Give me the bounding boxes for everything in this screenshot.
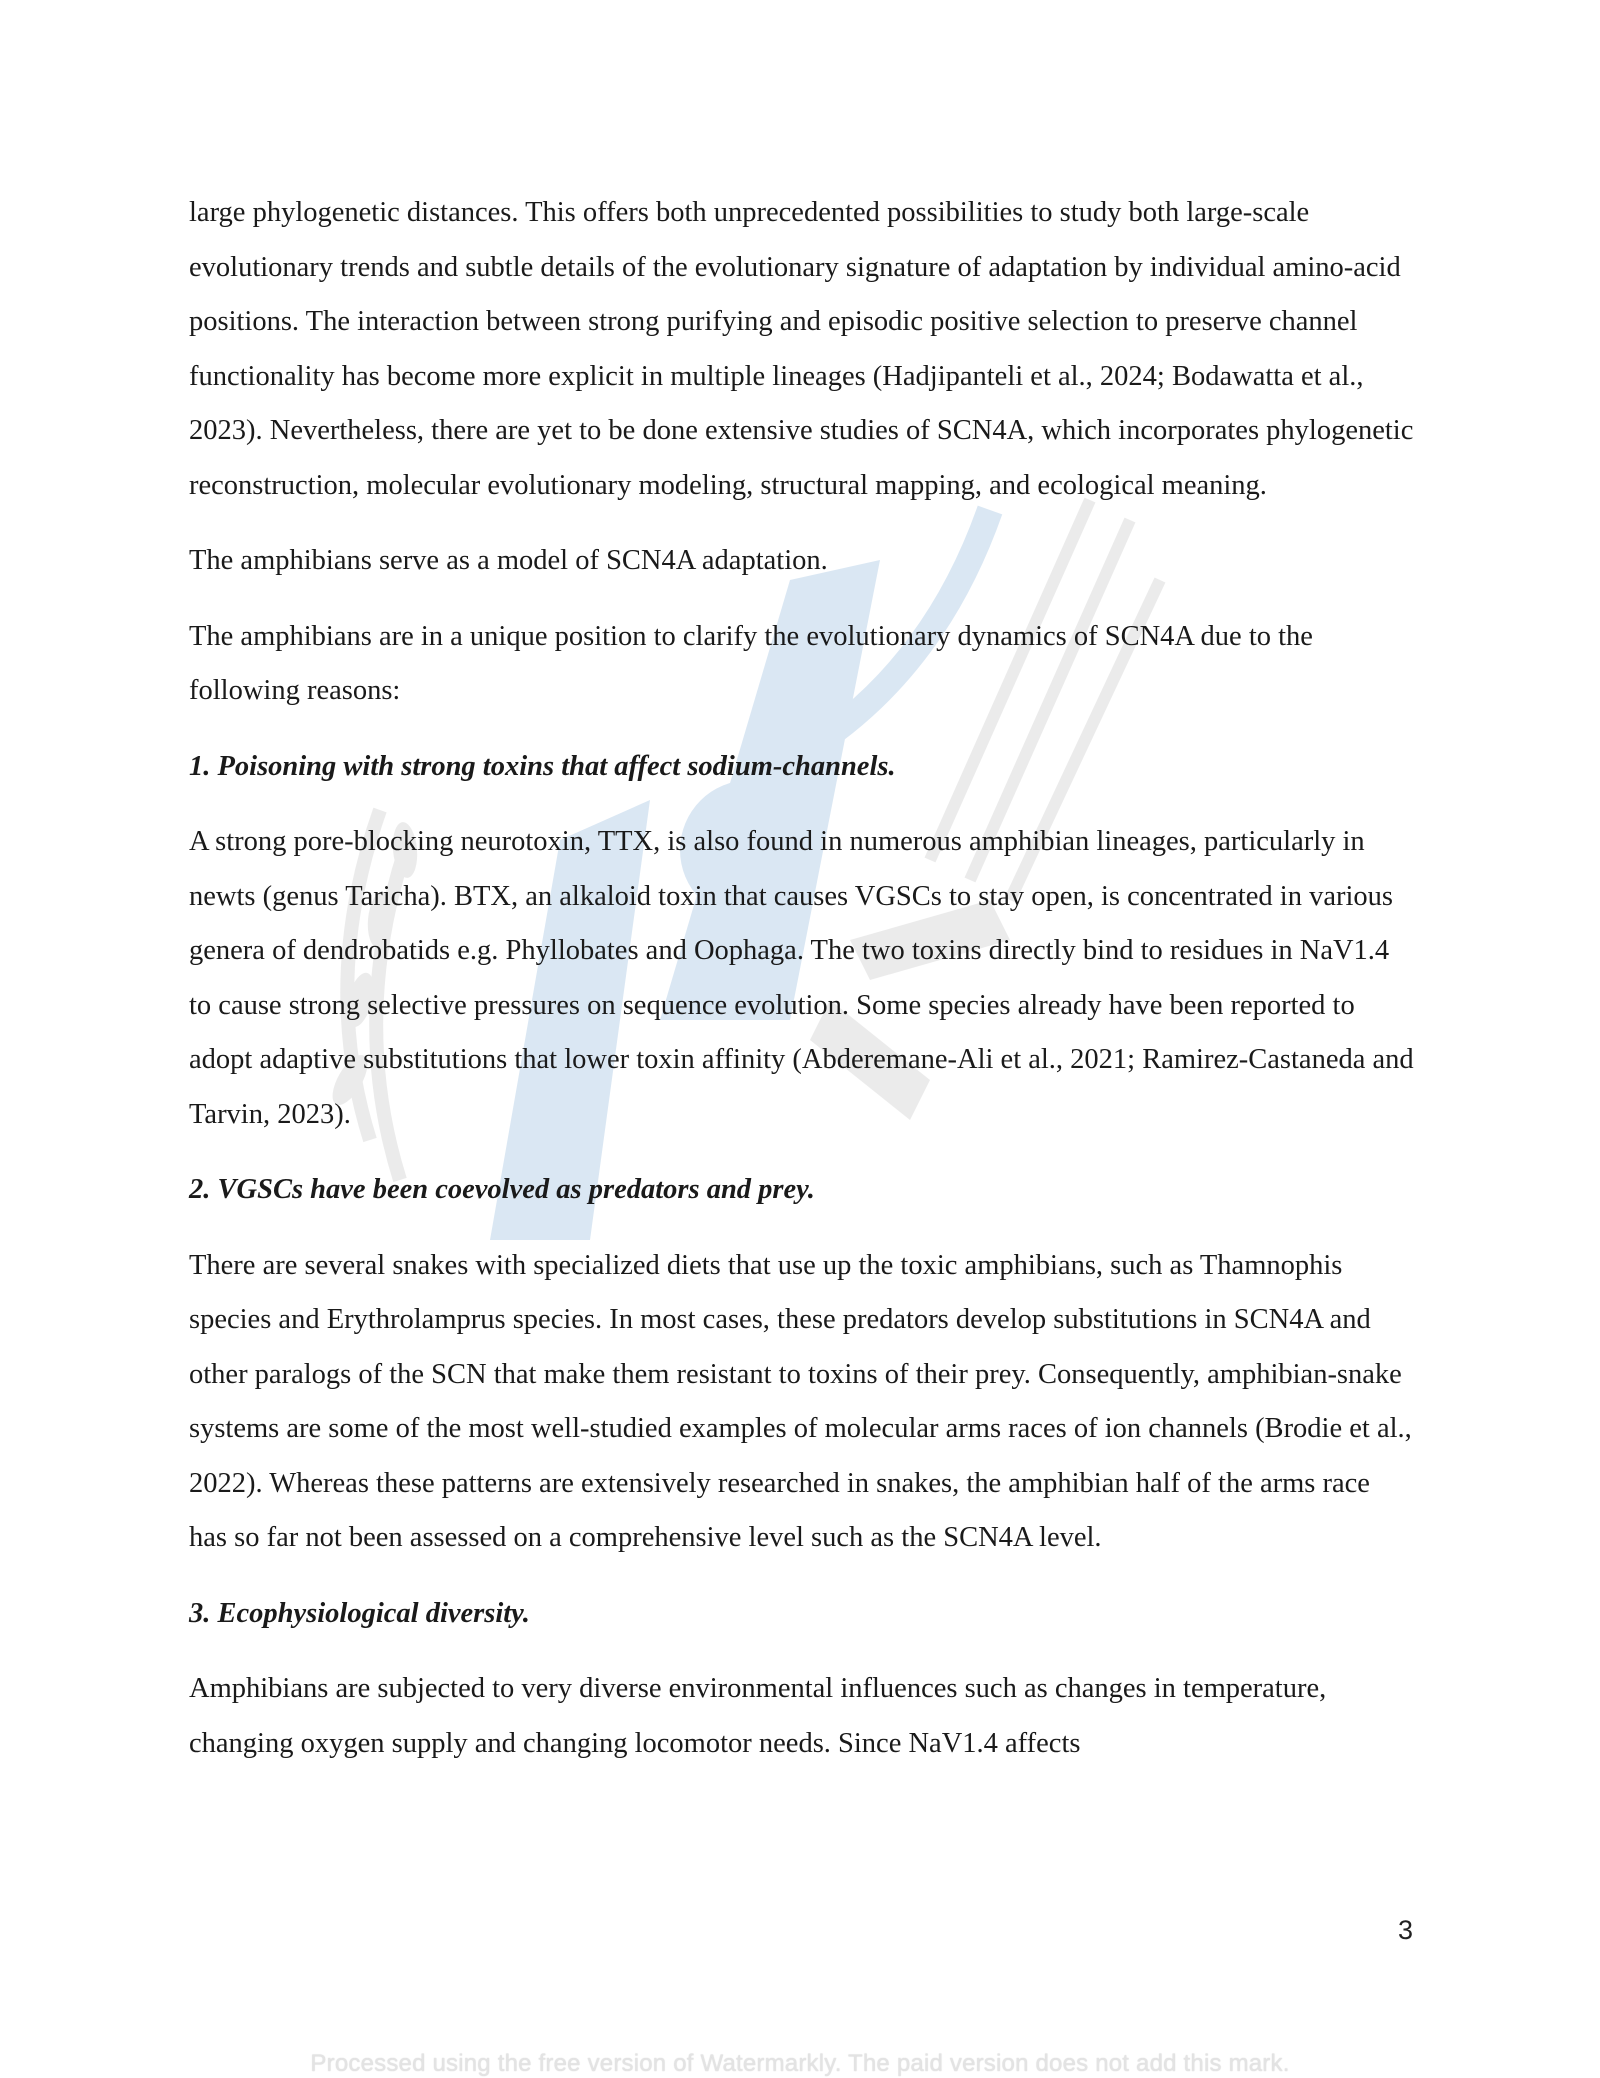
section-heading-toxins: 1. Poisoning with strong toxins that affect sodium-channels. bbox=[189, 750, 896, 782]
watermark-footer-note: Processed using the free version of Watermarkly. The paid version does not add this mark. bbox=[310, 2050, 1290, 2077]
page-number: 3 bbox=[1398, 1915, 1414, 1945]
model-sentence: The amphibians serve as a model of SCN4A adaptation. bbox=[189, 545, 828, 576]
section-body-ecophysiology: Amphibians are subjected to very diverse environmental influences such as changes in temperature, changing oxygen supply and changing locomotor needs. Since NaV1.4 affects bbox=[189, 1673, 1327, 1759]
section-heading-coevolution: 2. VGSCs have been coevolved as predators and prey. bbox=[189, 1174, 815, 1205]
section-heading-ecophysiology: 3. Ecophysiological diversity. bbox=[189, 1597, 530, 1629]
document-body bbox=[189, 186, 1414, 1771]
intro-paragraph: large phylogenetic distances. This offers both unprecedented possibilities to study both large-scale evolutionary trends and subtle details of the evolutionary signature of adaptation by individual amino-acid positions. The interaction between strong purifying and episodic positive selection to preserve channel functionality has become more explicit in multiple lineages (Hadjipanteli et al., 2024; Bodawatta et al., 2023). Nevertheless, there are yet to be done extensive studies of SCN4A, which incorporates phylogenetic reconstruction, molecular evolutionary modeling, structural mapping, and ecological meaning. bbox=[189, 197, 1414, 501]
reasons-intro-paragraph: The amphibians are in a unique position to clarify the evolutionary dynamics of SCN4A due to the following reasons: bbox=[189, 620, 1313, 706]
section-body-coevolution: There are several snakes with specialized diets that use up the toxic amphibians, such as Thamnophis species and Erythrolamprus species. In most cases, these predators develop substitutions in SCN4A and other paralogs of the SCN that make them resistant to toxins of their prey. Consequently, amphibian-snake systems are some of the most well-studied examples of molecular arms races of ion channels (Brodie et al., 2022). Whereas these patterns are extensively researched in snakes, the amphibian half of the arms race has so far not been assessed on a comprehensive level such as the SCN4A level. bbox=[189, 1249, 1412, 1553]
section-body-toxins: A strong pore-blocking neurotoxin, TTX, is also found in numerous amphibian lineages, particularly in newts (genus Taricha). BTX, an alkaloid toxin that causes VGSCs to stay open, is concentrated in various genera of dendrobatids e.g. Phyllobates and Oophaga. The two toxins directly bind to residues in NaV1.4 to cause strong selective pressures on sequence evolution. Some species already have been reported to adopt adaptive substitutions that lower toxin affinity (Abderemane-Ali et al., 2021; Ramirez-Castaneda and Tarvin, 2023). bbox=[189, 826, 1414, 1130]
